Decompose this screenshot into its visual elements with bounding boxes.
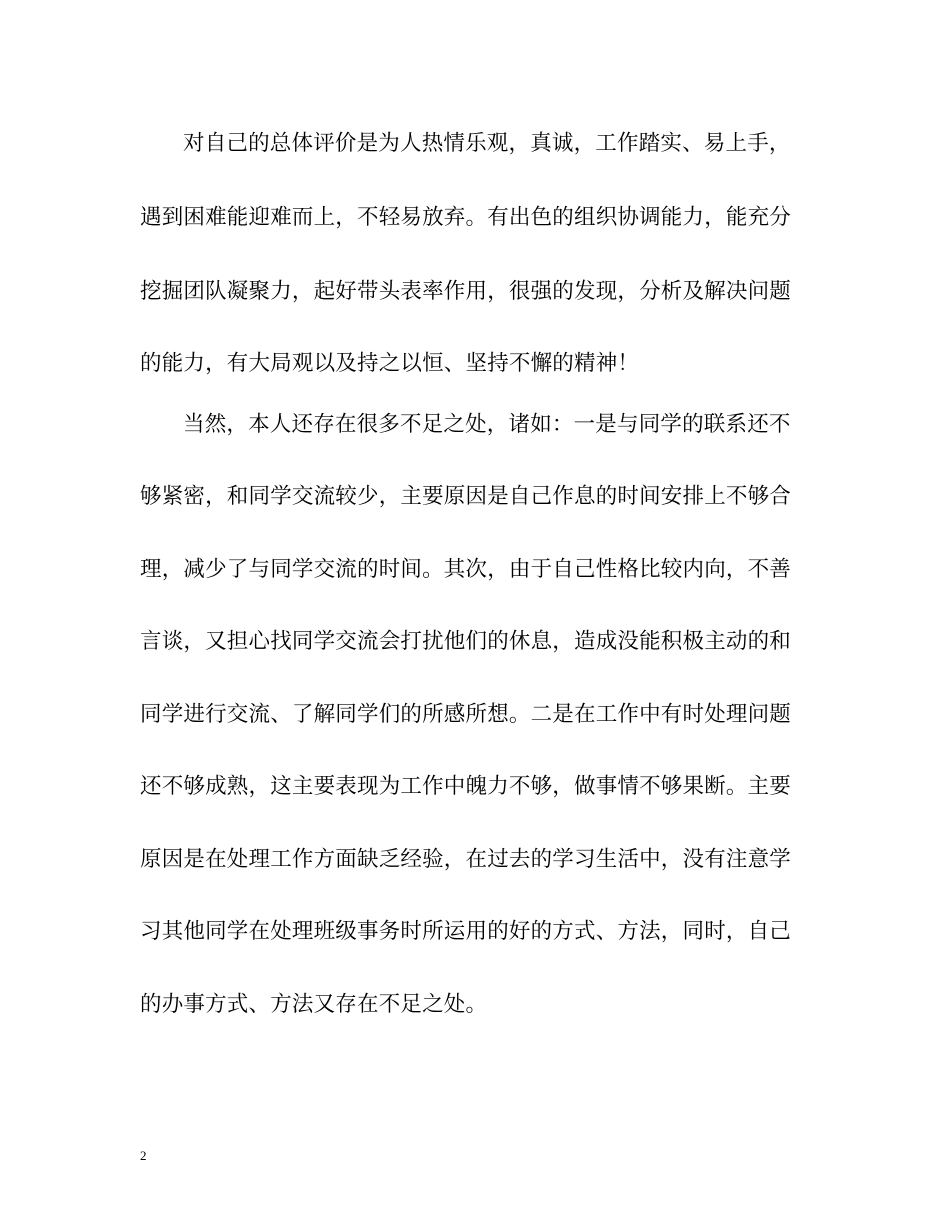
paragraph-2-line-4: 言谈，又担心找同学交流会打扰他们的休息，造成没能积极主动的和 [140,629,792,654]
paragraph-1-line-1: 对自己的总体评价是为人热情乐观，真诚，工作踏实、易上手， [183,131,791,156]
paragraph-2-line-1: 当然，本人还存在很多不足之处，诸如：一是与同学的联系还不 [183,412,791,437]
paragraph-2-line-6: 还不够成熟，这主要表现为工作中魄力不够，做事情不够果断。主要 [140,774,792,799]
paragraph-2-line-3: 理，减少了与同学交流的时间。其次，由于自己性格比较内向，不善 [140,557,792,582]
paragraph-2-line-5: 同学进行交流、了解同学们的所感所想。二是在工作中有时处理问题 [140,702,792,727]
paragraph-2-line-9: 的办事方式、方法又存在不足之处。 [140,992,488,1017]
paragraph-2-line-7: 原因是在处理工作方面缺乏经验，在过去的学习生活中，没有注意学 [140,847,792,872]
paragraph-1-line-2: 遇到困难能迎难而上，不轻易放弃。有出色的组织协调能力，能充分 [140,205,792,230]
paragraph-1-line-4: 的能力，有大局观以及持之以恒、坚持不懈的精神！ [140,351,640,376]
paragraph-2-line-2: 够紧密，和同学交流较少，主要原因是自己作息的时间安排上不够合 [140,484,792,509]
paragraph-2-line-8: 习其他同学在处理班级事务时所运用的好的方式、方法，同时，自己 [140,919,792,944]
paragraph-1-line-3: 挖掘团队凝聚力，起好带头表率作用，很强的发现，分析及解决问题 [140,279,792,304]
page-number: 2 [140,1148,147,1163]
